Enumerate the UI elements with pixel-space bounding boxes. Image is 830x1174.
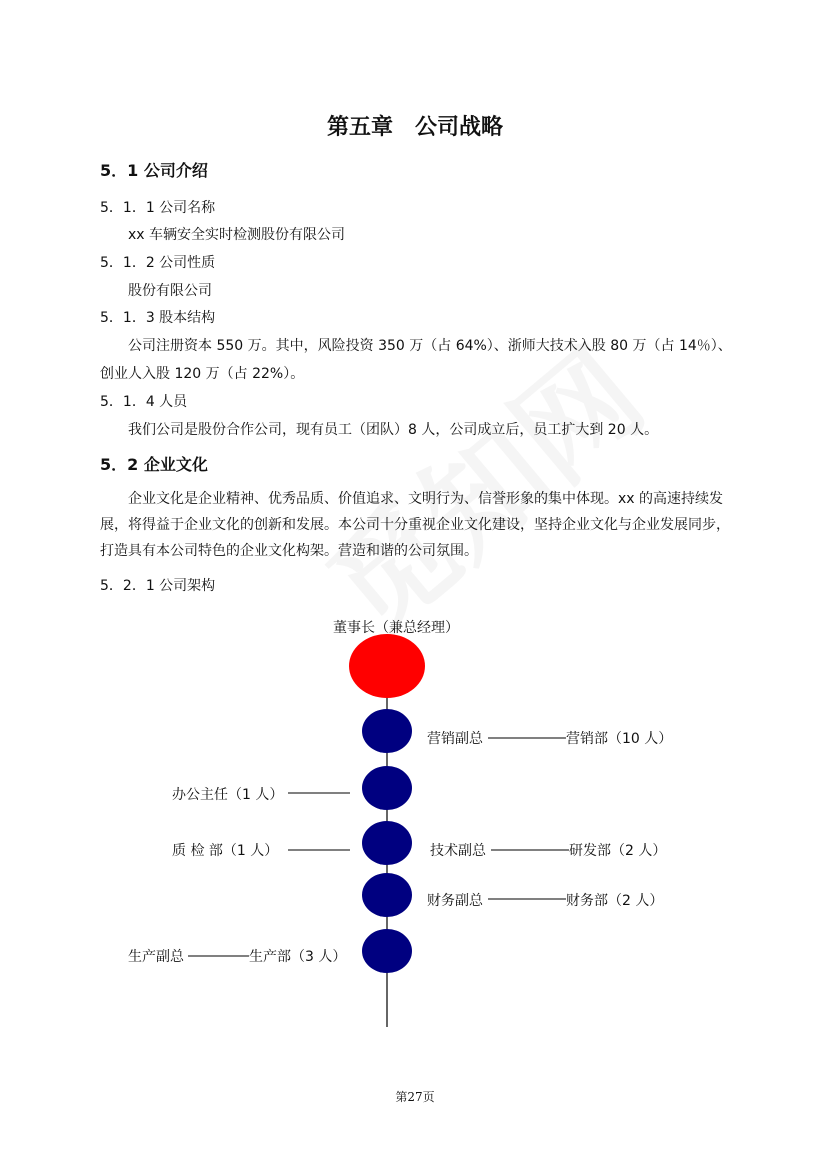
production-dept-label: 生产部（3 人）	[249, 949, 347, 965]
production-vp-node	[362, 929, 412, 973]
finance-dept-label: 财务部（2 人）	[566, 893, 664, 909]
chapter-title: 第五章 公司战略	[326, 115, 503, 140]
marketing-vp-label: 营销副总	[427, 731, 483, 747]
subsection-heading-5-2-1: 5．2．1 公司架构	[100, 578, 216, 594]
equity-text-line1: 公司注册资本 550 万。其中，风险投资 350 万（占 64%）、浙师大技术入股 80 万（占 14％）、	[128, 338, 732, 354]
qc-tech-node	[362, 821, 412, 865]
marketing-dept-label: 营销部（10 人）	[566, 731, 673, 747]
company-type-text: 股份有限公司	[128, 283, 212, 299]
chairman-node	[349, 634, 425, 698]
company-name-text: xx 车辆安全实时检测股份有限公司	[128, 227, 346, 243]
finance-vp-node	[362, 873, 412, 917]
section-heading-5-1: 5．1 公司介绍	[100, 161, 208, 180]
equity-text-line2: 创业人入股 120 万（占 22%）。	[100, 366, 305, 382]
subsection-heading-5-1-2: 5．1．2 公司性质	[100, 255, 216, 271]
subsection-heading-5-1-3: 5．1．3 股本结构	[100, 310, 216, 326]
chairman-label: 董事长（兼总经理）	[333, 620, 459, 636]
culture-paragraph: 企业文化是企业精神、优秀品质、价值追求、文明行为、信誉形象的集中体现。xx 的高速持续发展，将得益于企业文化的创新和发展。本公司十分重视企业文化建设，坚持企业文化与企业发展同步，打造具有本公司特色的企业文化构架。营造和谐的公司氛围。	[100, 491, 730, 559]
qc-dept-label: 质 检 部（1 人）	[172, 843, 279, 859]
office-director-node	[362, 766, 412, 810]
staff-text: 我们公司是股份合作公司，现有员工（团队）8 人，公司成立后，员工扩大到 20 人。	[128, 422, 659, 438]
tech-vp-label: 技术副总	[430, 843, 486, 859]
office-director-label: 办公主任（1 人）	[172, 787, 284, 803]
finance-vp-label: 财务副总	[427, 893, 483, 909]
subsection-heading-5-1-1: 5．1．1 公司名称	[100, 200, 216, 216]
subsection-heading-5-1-4: 5．1．4 人员	[100, 394, 188, 410]
page-number: 第27页	[395, 1090, 435, 1104]
marketing-vp-node	[362, 709, 412, 753]
rd-dept-label: 研发部（2 人）	[569, 843, 667, 859]
section-heading-5-2: 5．2 企业文化	[100, 455, 208, 474]
production-vp-label: 生产副总	[128, 949, 184, 965]
